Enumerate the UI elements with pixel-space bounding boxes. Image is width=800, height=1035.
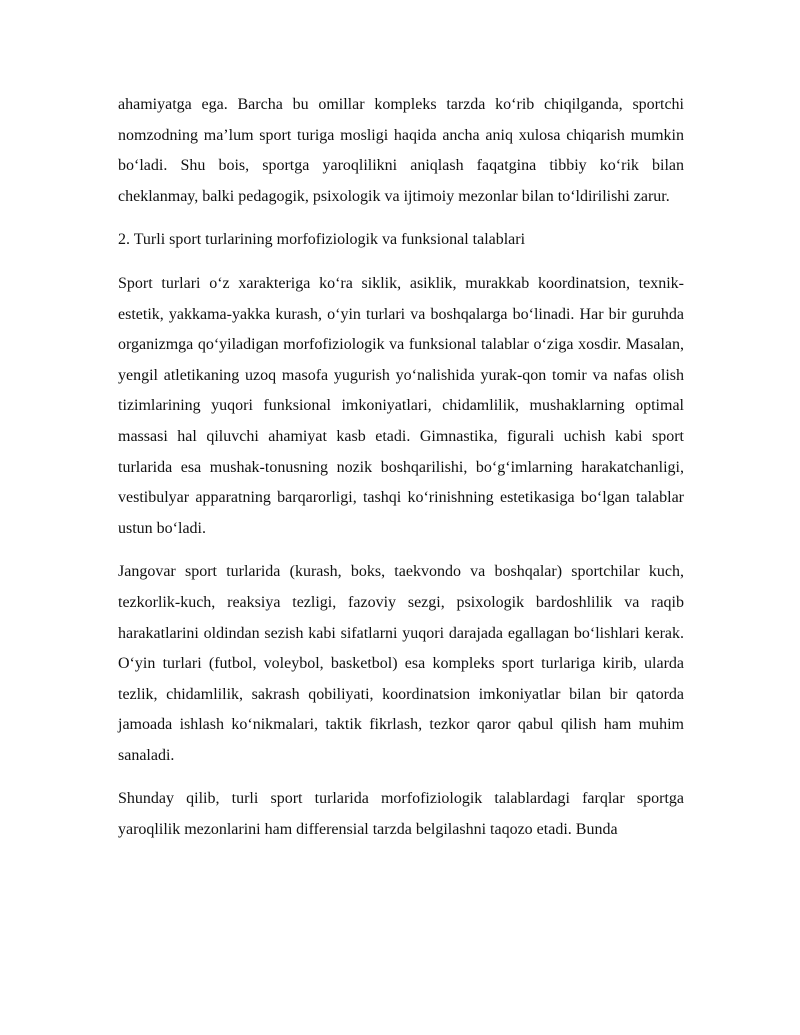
paragraph-conclusion: Shunday qilib, turli sport turlarida morfofiziologik talablardagi farqlar sportga yaroqlilik mezonlarini ham differensial tarzda belgilashni taqozo etadi. Bunda (118, 790, 684, 839)
section-heading: 2. Turli sport turlarining morfofiziologik va funksional talablari (118, 231, 526, 249)
paragraph-combat-sports: Jangovar sport turlarida (kurash, boks, taekvondo va boshqalar) sportchilar kuch, tezkorlik-kuch, reaksiya tezligi, fazoviy sezgi, psixologik bardoshlilik va raqib harakatlarini oldindan sezish kabi sifatlarni yuqori darajada egallagan bo‘lishlari kerak. O‘yin turlari (futbol, voleybol, basketbol) esa kompleks sport turlariga kirib, ularda tezlik, chidamlilik, sakrash qobiliyati, koordinatsion imkoniyatlar bilan bir qatorda jamoada ishlash ko‘nikmalari, taktik fikrlash, tezkor qaror qabul qilish ham muhim sanaladi. (118, 563, 684, 764)
paragraph-intro-continuation: ahamiyatga ega. Barcha bu omillar kompleks tarzda ko‘rib chiqilganda, sportchi nomzodning ma’lum sport turiga mosligi haqida ancha aniq xulosa chiqarish mumkin bo‘ladi. Shu bois, sportga yaroqlilikni aniqlash faqatgina tibbiy ko‘rik bilan cheklanmay, balki pedagogik, psixologik va ijtimoiy mezonlar bilan to‘ldirilishi zarur. (118, 96, 684, 205)
paragraph-sport-types: Sport turlari o‘z xarakteriga ko‘ra siklik, asiklik, murakkab koordinatsion, texnik-estetik, yakkama-yakka kurash, o‘yin turlari va boshqalarga bo‘linadi. Har bir guruhda organizmga qo‘yiladigan morfofiziologik va funksional talablar o‘ziga xosdir. Masalan, yengil atletikaning uzoq masofa yugurish yo‘nalishida yurak-qon tomir va nafas olish tizimlarining yuqori funksional imkoniyatlari, chidamlilik, mushaklarning optimal massasi hal qiluvchi ahamiyat kasb etadi. Gimnastika, figurali uchish kabi sport turlarida esa mushak-tonusning nozik boshqarilishi, bo‘g‘imlarning harakatchanligi, vestibulyar apparatning barqarorligi, tashqi ko‘rinishning estetikasiga bo‘lgan talablar ustun bo‘ladi. (118, 274, 684, 537)
document-page (118, 90, 684, 859)
